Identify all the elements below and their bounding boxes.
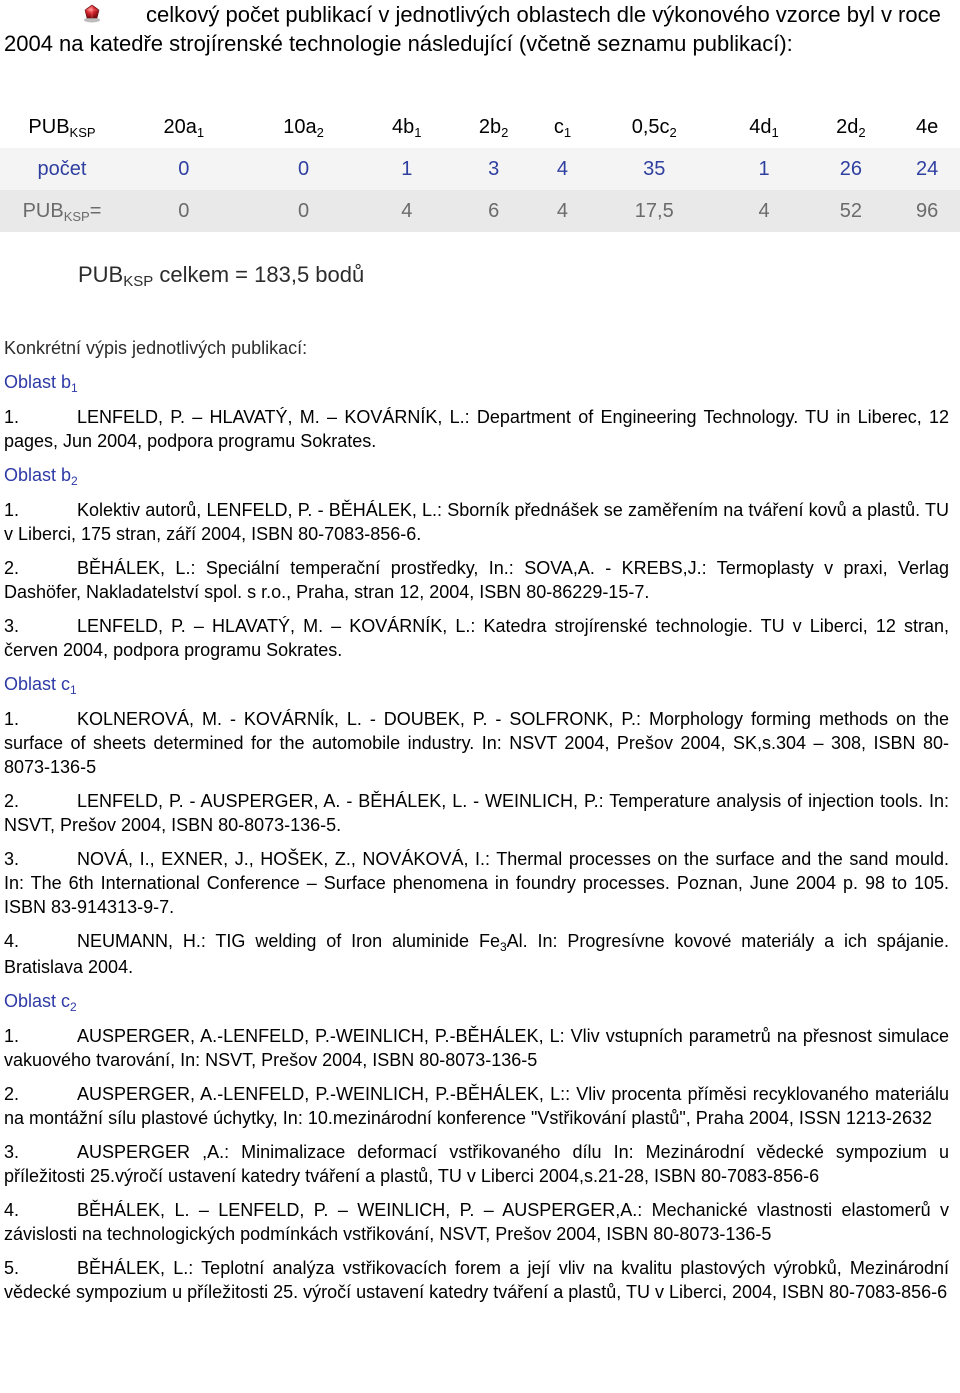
section-heading: Oblast $c_2$	[4, 991, 77, 1014]
count-cell: 35	[588, 148, 721, 190]
item-number: 3.	[4, 1142, 20, 1162]
item-text: AUSPERGER, A.-LENFELD, P.-WEINLICH, P.-BĚHÁLEK, L: Vliv vstupních parametrů na přesnost simulace vakuového tvarování, In: NSVT, Prešov 2004, ISBN 80-8073-136-5	[4, 1026, 949, 1070]
pub-cell: 0	[244, 190, 364, 232]
total-points: PUBKSP celkem = 183,5 bodů	[78, 262, 365, 290]
header-cell: $2d_2$	[807, 106, 894, 148]
count-cell: 3	[450, 148, 537, 190]
intro-text: celkový počet publikací v jednotlivých oblastech dle výkonového vzorce byl v roce 2004 na katedře strojírenské technologie následující (včetně seznamu publikací):	[4, 2, 941, 56]
item-number: 3.	[4, 849, 20, 869]
red-gem-bullet-icon	[82, 4, 102, 24]
list-item	[4, 1256, 949, 1304]
item-number: 1.	[4, 500, 20, 520]
item-text: LENFELD, P. – HLAVATÝ, M. – KOVÁRNÍK, L.: Department of Engineering Technology. TU in Liberec, 12 pages, Jun 2004, podpora programu Sokrates.	[4, 407, 949, 451]
header-cell: $20a_1$	[124, 106, 244, 148]
item-text: KOLNEROVÁ, M. - KOVÁRNÍk, L. - DOUBEK, P. - SOLFRONK, P.: Morphology forming methods on the surface of sheets determined for the automobile industry. In: NSVT 2004, Prešov 2004, SK,s.304 – 308, ISBN 80-8073-136-5	[4, 709, 949, 777]
header-cell: $4d_1$	[721, 106, 808, 148]
item-text: NOVÁ, I., EXNER, J., HOŠEK, Z., NOVÁKOVÁ, I.: Thermal processes on the surface and the sand mould. In: The 6th International Conference – Surface phenomena in foundry processes. Poznan, June 2004 p. 98 to 105. ISBN 83-914313-9-7.	[4, 849, 949, 917]
list-item	[4, 1198, 949, 1246]
item-text: BĚHÁLEK, L. – LENFELD, P. – WEINLICH, P. – AUSPERGER,A.: Mechanické vlastnosti elastomerů v závislosti na technologických podmínkách vstřikování, NSVT, Prešov 2004, ISBN 80-8073-136-5	[4, 1200, 949, 1244]
header-cell: $2b_2$	[450, 106, 537, 148]
publication-list	[4, 336, 949, 1314]
pub-cell: 17,5	[588, 190, 721, 232]
pub-cell: 4	[537, 190, 588, 232]
item-text: Kolektiv autorů, LENFELD, P. - BĚHÁLEK, L.: Sborník přednášek se zaměřením na tváření kovů a plastů. TU v Liberci, 175 stran, září 2004, ISBN 80-7083-856-6.	[4, 500, 949, 544]
item-number: 3.	[4, 616, 20, 636]
list-item	[4, 405, 949, 453]
count-cell: 1	[721, 148, 808, 190]
list-item	[4, 789, 949, 837]
item-number: 2.	[4, 558, 20, 578]
list-item	[4, 1140, 949, 1188]
list-item	[4, 1024, 949, 1072]
pub-label-cell: $PUB_{KSP}=$	[0, 190, 124, 232]
list-item	[4, 929, 949, 979]
item-number: 2.	[4, 791, 20, 811]
header-cell: $0,5c_2$	[588, 106, 721, 148]
item-text: AUSPERGER, A.-LENFELD, P.-WEINLICH, P.-BĚHÁLEK, L:: Vliv procenta příměsi recyklovaného materiálu na montážní sílu plastové úchytky, In: 10.mezinárodní konference "Vstřikování plastů", Praha 2004, ISSN 1213-2632	[4, 1084, 949, 1128]
header-cell: $4b_1$	[363, 106, 450, 148]
list-heading: Konkrétní výpis jednotlivých publikací:	[4, 338, 308, 358]
item-number: 1.	[4, 709, 20, 729]
list-item	[4, 498, 949, 546]
header-cell: $10a_2$	[244, 106, 364, 148]
item-text: LENFELD, P. – HLAVATÝ, M. – KOVÁRNÍK, L.: Katedra strojírenské technologie. TU v Liberci, 12 stran, červen 2004, podpora programu Sokrates.	[4, 616, 949, 660]
list-item	[4, 556, 949, 604]
count-cell: 0	[244, 148, 364, 190]
item-subscript: 3	[499, 940, 507, 954]
header-cell: 4e	[894, 106, 960, 148]
count-cell: 0	[124, 148, 244, 190]
item-number: 1.	[4, 1026, 20, 1046]
item-text: AUSPERGER ,A.: Minimalizace deformací vstřikovaného dílu In: Mezinárodní vědecké sympozium u příležitosti 25.výročí ustavení katedry tváření a plastů, TU v Liberci 2004,s.21-28, ISBN 80-7083-856-6	[4, 1142, 949, 1186]
pub-cell: 6	[450, 190, 537, 232]
item-text: NEUMANN, H.: TIG welding of Iron aluminide Fe	[77, 931, 500, 951]
list-item	[4, 614, 949, 662]
item-text: BĚHÁLEK, L.: Teplotní analýza vstřikovacích forem a její vliv na kvalitu plastových výrobků, Mezinárodní vědecké sympozium u příležitosti 25. výročí ustavení katedry tváření a plastů, TU v Liberci, 2004, ISBN 80-7083-856-6	[4, 1258, 949, 1302]
count-cell: 4	[537, 148, 588, 190]
list-item	[4, 847, 949, 919]
item-number: 4.	[4, 1200, 20, 1220]
item-text: LENFELD, P. - AUSPERGER, A. - BĚHÁLEK, L. - WEINLICH, P.: Temperature analysis of injection tools. In: NSVT, Prešov 2004, ISBN 80-8073-136-5.	[4, 791, 949, 835]
table-count-row	[0, 148, 960, 190]
pub-cell: 4	[363, 190, 450, 232]
pub-cell: 0	[124, 190, 244, 232]
section-heading: Oblast $b_1$	[4, 372, 78, 395]
item-number: 5.	[4, 1258, 20, 1278]
item-text: Al. In: Progresívne kovové materiály a ich spájanie. Bratislava 2004.	[4, 931, 949, 977]
table-header-row	[0, 106, 960, 148]
list-item	[4, 707, 949, 779]
pub-cell: 96	[894, 190, 960, 232]
header-label-cell: $PUB_{KSP}$	[0, 106, 124, 148]
header-cell: $c_1$	[537, 106, 588, 148]
count-label-cell: počet	[0, 148, 124, 190]
section-heading: Oblast $c_1$	[4, 674, 77, 697]
publication-points-table	[0, 106, 960, 232]
count-cell: 26	[807, 148, 894, 190]
pub-cell: 4	[721, 190, 808, 232]
item-number: 2.	[4, 1084, 20, 1104]
item-number: 4.	[4, 931, 20, 951]
pub-cell: 52	[807, 190, 894, 232]
list-item	[4, 1082, 949, 1130]
count-cell: 1	[363, 148, 450, 190]
table-pub-row	[0, 190, 960, 232]
intro-paragraph	[4, 0, 952, 58]
sections-container	[4, 370, 949, 1304]
item-number: 1.	[4, 407, 20, 427]
section-heading: Oblast $b_2$	[4, 465, 78, 488]
item-text: BĚHÁLEK, L.: Speciální temperační prostředky, In.: SOVA,A. - KREBS,J.: Termoplasty v praxi, Verlag Dashöfer, Nakladatelství spol. s r.o., Praha, stran 12, 2004, ISBN 80-86229-15-7.	[4, 558, 949, 602]
count-cell: 24	[894, 148, 960, 190]
